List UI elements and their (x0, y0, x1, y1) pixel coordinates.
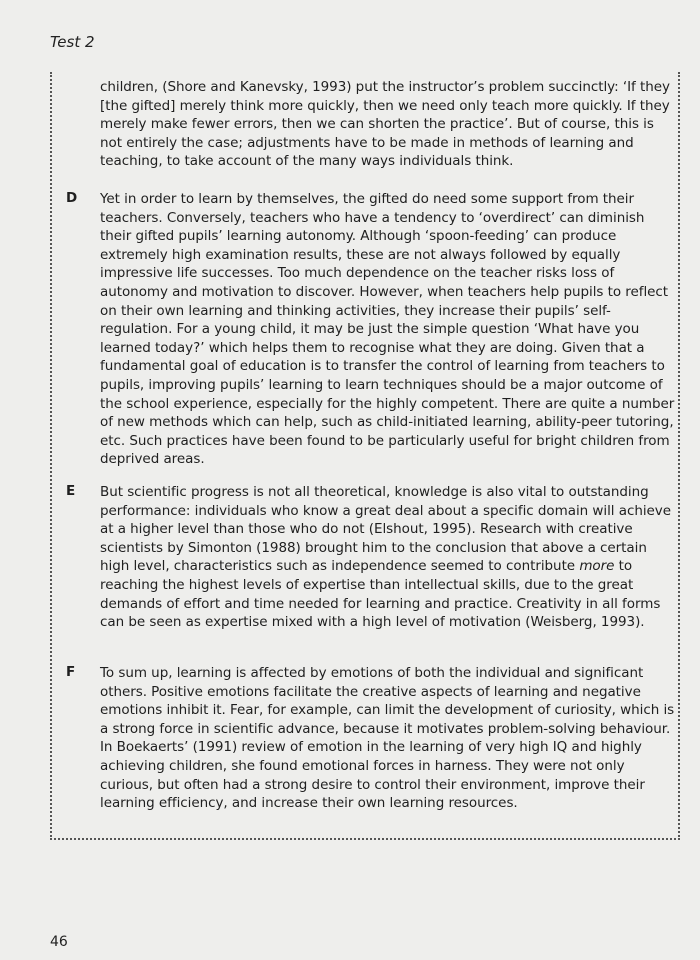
paragraph-letter-d: D (66, 190, 78, 206)
paragraph-f: To sum up, learning is affected by emotions of both the individual and significant others. Positive emotions facilitate the creative aspects of learning and negative emotions inhibit it. Fear, for example, can limit the development of curiosity, which is a strong force in scientific advance, because it motivates problem-solving behaviour. In Boekaerts’ (1991) review of emotion in the learning of very high IQ and highly achieving children, she found emotional forces in harness. They were not only curious, but often had a strong desire to control their environment, improve their learning efficiency, and increase their own learning resources. (100, 665, 675, 812)
paragraph-continuation: children, (Shore and Kanevsky, 1993) put the instructor’s problem succinctly: ‘If they [the gifted] merely think more quickly, then we need only teach more quickly. If they merely make fewer errors, then we can shorten the practice’. But of course, this is not entirely the case; adjustments have to be made in methods of learning and teaching, to take account of the many ways individuals think. (100, 79, 670, 170)
paragraph-letter-f: F (66, 664, 76, 680)
paragraph-e-emphasis: more (579, 558, 615, 575)
paragraph-e-part-1: But scientific progress is not all theoretical, knowledge is also vital to outstanding performance: individuals who know a great deal about a specific domain will achieve at a higher level than those who do not (Elshout, 1995). Research with creative scientists by Simonton (1988) brought him to the conclusion that above a certain high level, characteristics such as independence seemed to contribute (100, 484, 671, 575)
section-title: Test 2 (50, 33, 95, 51)
paragraph-e (100, 483, 675, 632)
reading-passage-box (50, 72, 680, 840)
paragraph-e-part-2: to reaching the highest levels of expertise than intellectual skills, due to the great demands of effort and time needed for learning and practice. Creativity in all forms can be seen as expertise mixed with a high level of motivation (Weisberg, 1993). (100, 558, 661, 631)
paragraph-d: Yet in order to learn by themselves, the gifted do need some support from their teachers. Conversely, teachers who have a tendency to ‘overdirect’ can diminish their gifted pupils’ learning autonomy. Although ‘spoon-feeding’ can produce extremely high examination results, these are not always followed by equally impressive life successes. Too much dependence on the teacher risks loss of autonomy and motivation to discover. However, when teachers help pupils to reflect on their own learning and thinking activities, they increase their pupils’ self-regulation. For a young child, it may be just the simple question ‘What have you learned today?’ which helps them to recognise what they are doing. Given that a fundamental goal of education is to transfer the control of learning from teachers to pupils, improving pupils’ learning to learn techniques should be a major outcome of the school experience, especially for the highly competent. There are quite a number of new methods which can help, such as child-initiated learning, ability-peer tutoring, etc. Such practices have been found to be particularly useful for bright children from deprived areas. (100, 191, 675, 468)
paragraph-letter-e: E (66, 483, 76, 499)
page-number: 46 (50, 934, 68, 950)
